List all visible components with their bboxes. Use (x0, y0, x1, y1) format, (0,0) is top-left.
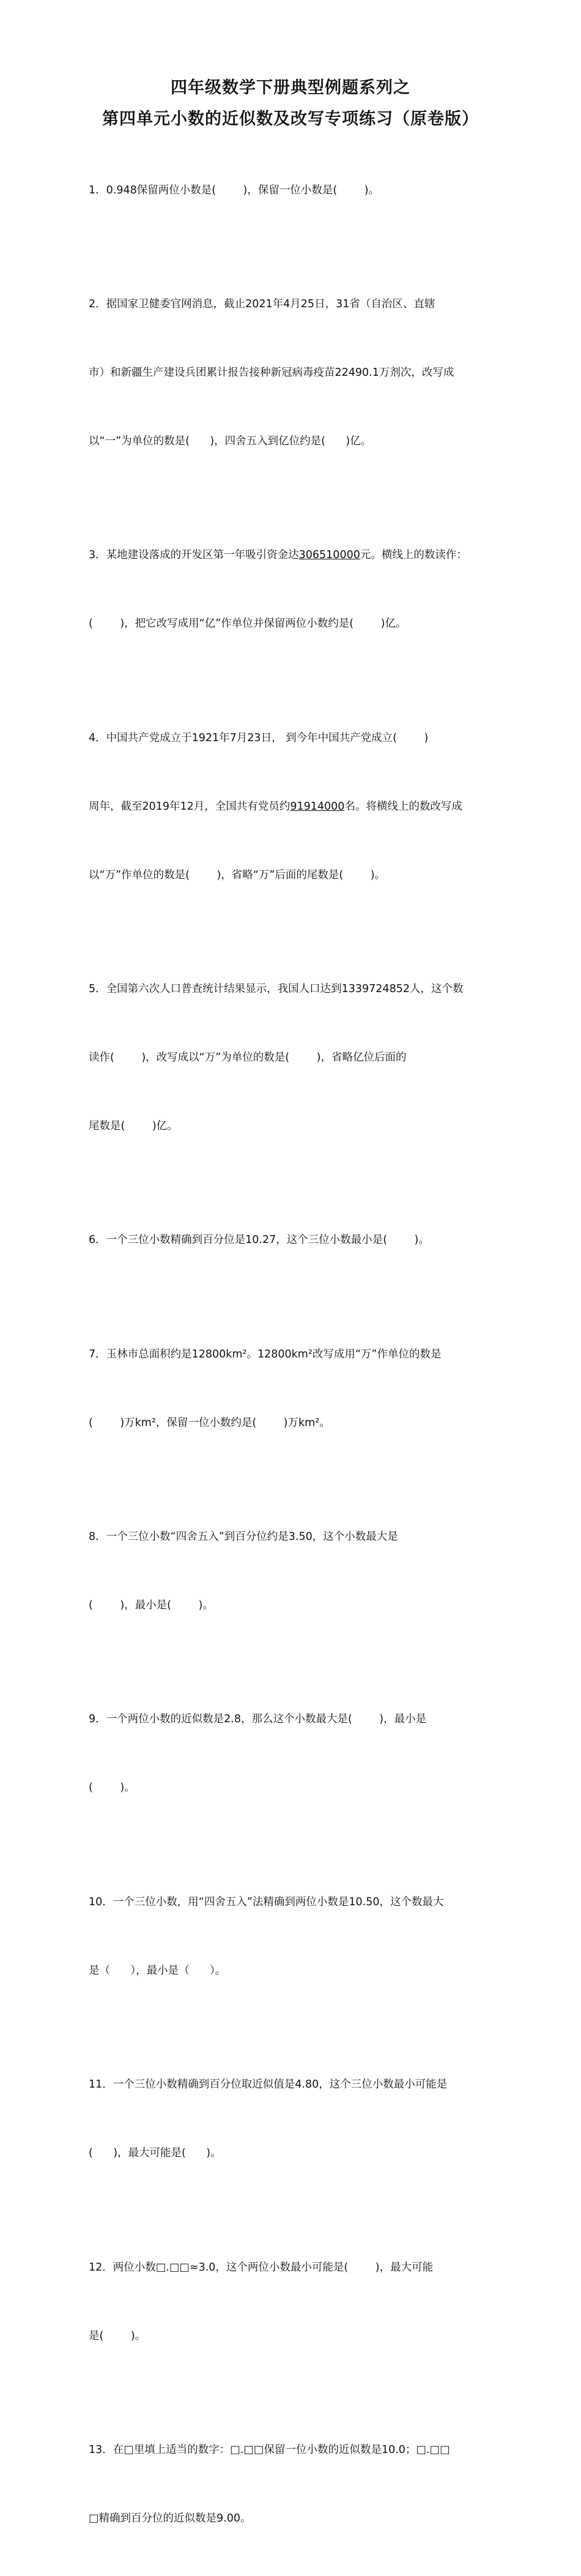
question-line (89, 727, 495, 750)
question-line (89, 864, 495, 887)
question-text: 4．中国共产党成立于1921年7月23日， 到今年中国共产党成立( ) (89, 731, 429, 744)
question-text: 市）和新疆生产建设兵团累计报告接种新冠病毒疫苗22490.1万剂次，改写成 (89, 366, 454, 379)
question-text: 8．一个三位小数“四舍五入”到百分位约是3.50，这个小数最大是 (89, 1531, 398, 1544)
question-line (89, 362, 495, 384)
question-1 (89, 133, 495, 247)
question-text: ( )，最小是( )。 (89, 1599, 213, 1611)
question-line (89, 2257, 495, 2279)
question-4 (89, 681, 495, 932)
question-text: ( )。 (89, 1782, 135, 1794)
question-text: 尾数是( )亿。 (89, 1119, 178, 1132)
question-line (89, 1047, 495, 1069)
question-text: 1．0.948保留两位小数是( )，保留一位小数是( )。 (89, 184, 380, 196)
question-text: 是（ ），最小是（ ）。 (89, 1964, 226, 1977)
question-line (89, 796, 495, 818)
question-line (89, 544, 495, 567)
question-line (89, 978, 495, 1001)
question-text: 是( )。 (89, 2329, 146, 2342)
question-text: 11．一个三位小数精确到百分位取近似值是4.80，这个三位小数最小可能是 (89, 2078, 448, 2091)
question-12 (89, 2211, 495, 2393)
question-text: 读作( )，改写成以“万”为单位的数是( )，省略亿位后面的 (89, 1051, 407, 1064)
question-text: ( )，最大可能是( )。 (89, 2147, 221, 2160)
question-line (89, 1594, 495, 1617)
question-line (89, 1412, 495, 1435)
question-line (89, 1777, 495, 1799)
question-text: 5．全国第六次人口普查统计结果显示，我国人口达到1339724852人，这个数 (89, 982, 464, 995)
question-list (89, 133, 495, 2576)
question-text: ( )万km²，保留一位小数约是( )万km²。 (89, 1416, 330, 1429)
question-2 (89, 247, 495, 498)
question-line (89, 1526, 495, 1548)
question-line (89, 430, 495, 453)
question-9 (89, 1663, 495, 1845)
document-subtitle: 第四单元小数的近似数及改写专项练习（原卷版） (102, 110, 479, 129)
question-line (89, 2439, 495, 2462)
question-5 (89, 932, 495, 1183)
question-7 (89, 1297, 495, 1480)
question-text: 12．两位小数□.□□≈3.0，这个两位小数最小可能是( )，最大可能 (89, 2261, 434, 2274)
question-line (89, 1343, 495, 1366)
question-line (89, 2325, 495, 2348)
question-line (89, 1891, 495, 1914)
question-line (89, 293, 495, 316)
question-text: 10．一个三位小数，用“四舍五入”法精确到两位小数是10.50，这个数最大 (89, 1895, 444, 1908)
question-line (89, 179, 495, 202)
question-text: 6．一个三位小数精确到百分位是10.27，这个三位小数最小是( )。 (89, 1234, 429, 1247)
question-text: 13．在□里填上适当的数字：□.□□保留一位小数的近似数是10.0；□.□□ (89, 2443, 450, 2456)
question-text: 2．据国家卫健委官网消息，截止2021年4月25日，31省（自治区、直辖 (89, 298, 435, 311)
question-text: 3．某地建设落成的开发区第一年吸引资金达 (89, 549, 299, 562)
question-text: □精确到百分位的近似数是9.00。 (89, 2512, 251, 2525)
question-text: 元。横线上的数读作： (360, 549, 467, 562)
question-text: 名。将横线上的数改写成 (344, 800, 462, 813)
question-text: 以“一”为单位的数是( )，四舍五入到亿位约是( )亿。 (89, 435, 372, 447)
question-text: ( )，把它改写成用“亿”作单位并保留两位小数约是( )亿。 (89, 618, 407, 630)
question-text: 周年，截至2019年12月，全国共有党员约 (89, 800, 290, 813)
question-3 (89, 499, 495, 681)
question-line (89, 613, 495, 635)
question-11 (89, 2028, 495, 2211)
question-13 (89, 2393, 495, 2575)
underlined-number: 306510000 (298, 549, 360, 562)
question-text: 7．玉林市总面积约是12800km²。12800km²改写成用“万”作单位的数是 (89, 1348, 442, 1361)
underlined-number: 91914000 (290, 800, 345, 813)
question-line (89, 1229, 495, 1252)
question-10 (89, 1845, 495, 2028)
question-line (89, 1115, 495, 1138)
question-line (89, 2507, 495, 2530)
question-line (89, 2074, 495, 2096)
question-text: 以“万”作单位的数是( )，省略“万”后面的尾数是( )。 (89, 868, 386, 881)
document-title: 四年级数学下册典型例题系列之 (171, 78, 410, 97)
question-line (89, 2142, 495, 2165)
question-text: 9．一个两位小数的近似数是2.8，那么这个小数最大是( )，最小是 (89, 1713, 427, 1726)
question-line (89, 1960, 495, 1982)
question-line (89, 1708, 495, 1731)
question-8 (89, 1480, 495, 1663)
question-6 (89, 1184, 495, 1297)
